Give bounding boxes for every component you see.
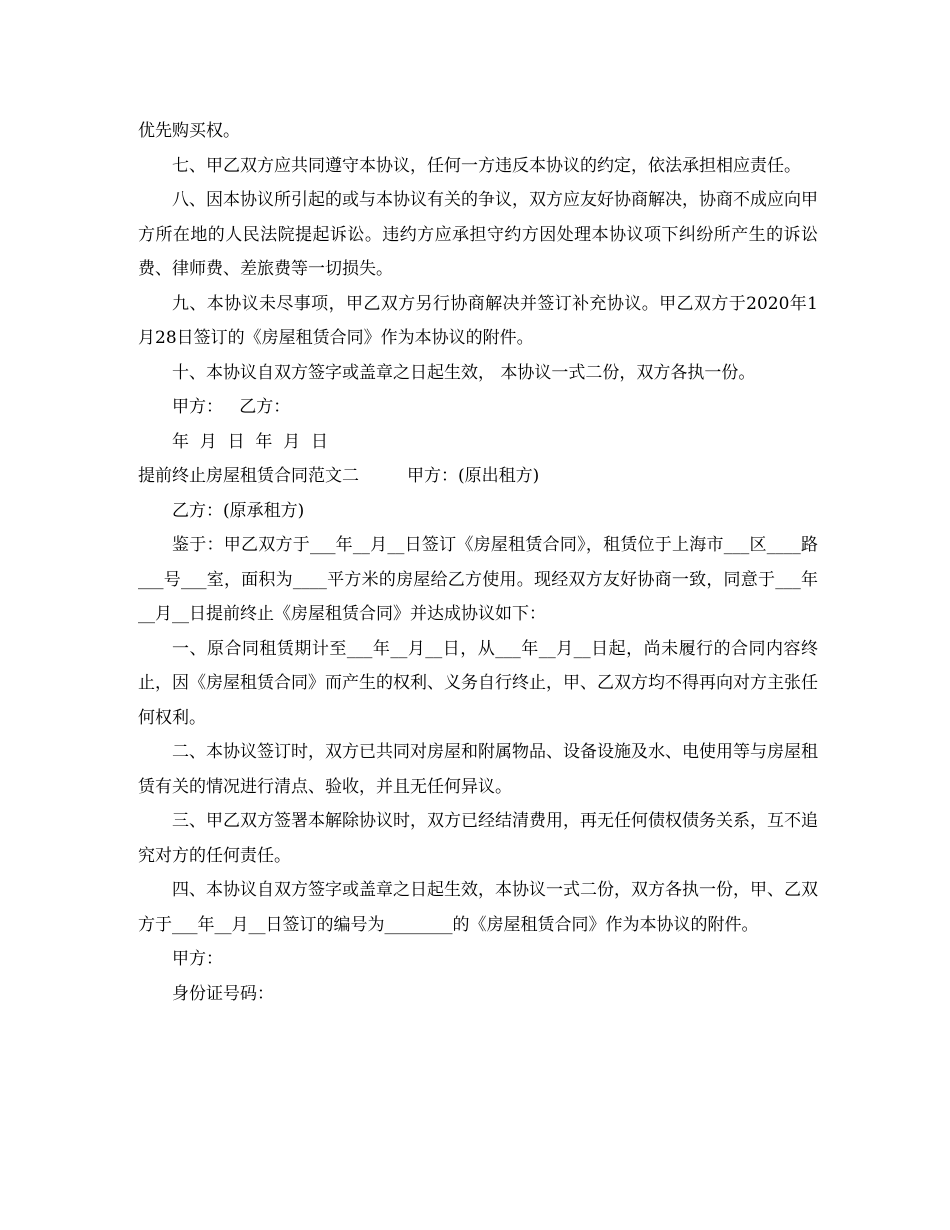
paragraph-clause-10: 十、本协议自双方签字或盖章之日起生效， 本协议一式二份，双方各执一份。 xyxy=(172,362,756,383)
paragraph-whereas: 鉴于：甲乙双方于___年__月__日签订《房屋租赁合同》，租赁位于上海市___区____路___号___室，面积为____平方米的房屋给乙方使用。现经双方友好协商一致，同意于___年__月__日提前终止《房屋租赁合同》并达成协议如下： xyxy=(138,535,818,624)
id-number-label: 身份证号码： xyxy=(172,983,274,1004)
paragraph-clause-9: 九、本协议未尽事项，甲乙双方另行协商解决并签订补充协议。甲乙双方于2020年1月28日签订的《房屋租赁合同》作为本协议的附件。 xyxy=(138,293,818,348)
signature-date-line: 年 月 日 年 月 日 xyxy=(172,431,329,452)
section-title: 提前终止房屋租赁合同范文二 xyxy=(138,466,359,486)
paragraph-clause-8: 八、因本协议所引起的或与本协议有关的争议，双方应友好协商解决，协商不成应向甲方所在地的人民法院提起诉讼。违约方应承担守约方因处理本协议项下纠纷所产生的诉讼费、律师费、差旅费等一切损失。 xyxy=(138,190,818,279)
party-a-signature-label: 甲方： xyxy=(172,949,223,969)
paragraph-clause-7: 七、甲乙双方应共同遵守本协议，任何一方违反本协议的约定，依法承担相应责任。 xyxy=(172,155,801,176)
paragraph-article-3: 三、甲乙双方签署本解除协议时，双方已经结清费用，再无任何债权债务关系，互不追究对方的任何责任。 xyxy=(138,811,818,866)
section-party-a: 甲方：(原出租方) xyxy=(407,466,540,486)
paragraph-article-2: 二、本协议签订时，双方已共同对房屋和附属物品、设备设施及水、电使用等与房屋租赁有关的情况进行清点、验收，并且无任何异议。 xyxy=(138,742,818,797)
paragraph-article-1: 一、原合同租赁期计至___年__月__日，从___年__月__日起，尚未履行的合同内容终止，因《房屋租赁合同》而产生的权利、义务自行终止，甲、乙双方均不得再向对方主张任何权利。 xyxy=(138,638,818,728)
party-b-line: 乙方：(原承租方) xyxy=(172,500,305,521)
paragraph-continuation: 优先购买权。 xyxy=(138,121,240,141)
signature-parties-line: 甲方： 乙方： xyxy=(172,397,291,417)
document-body xyxy=(138,114,818,1011)
section-heading-line xyxy=(138,459,818,494)
paragraph-article-4: 四、本协议自双方签字或盖章之日起生效，本协议一式二份，双方各执一份，甲、乙双方于___年__月__日签订的编号为________的《房屋租赁合同》作为本协议的附件。 xyxy=(138,880,818,935)
